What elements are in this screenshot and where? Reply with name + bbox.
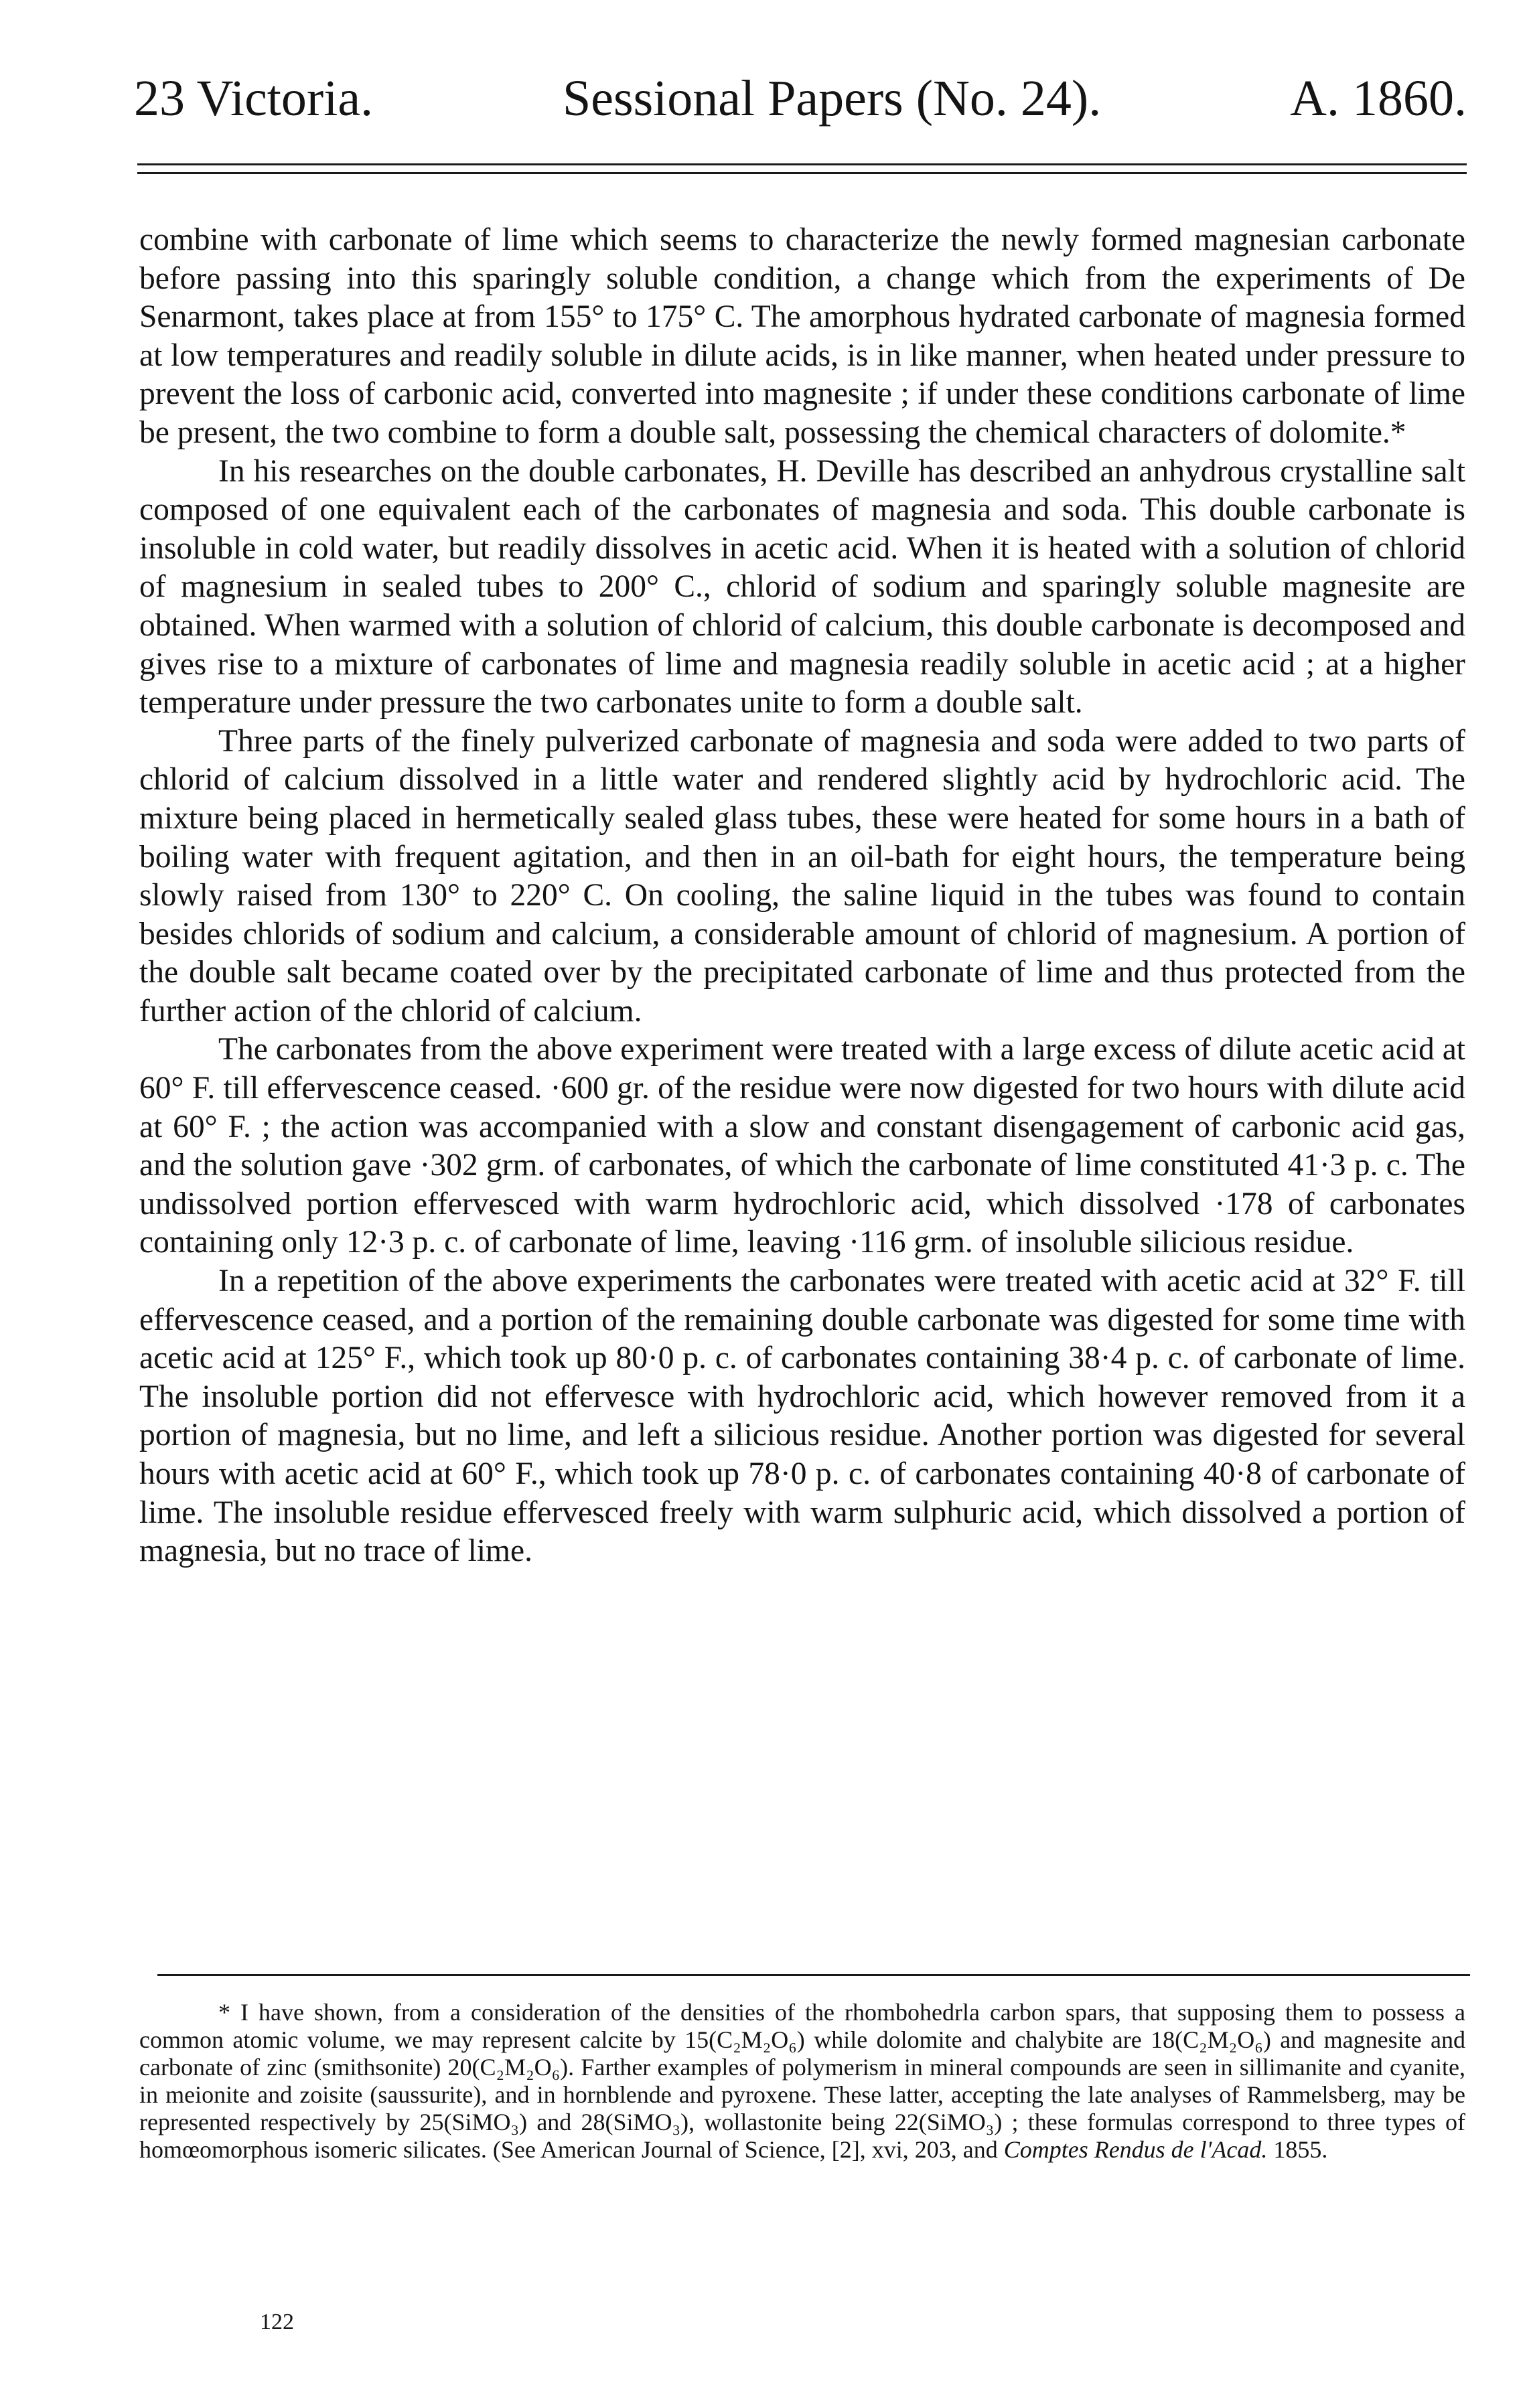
- footnote-text: * I have shown, from a consideration of the densities of the rhombohedrla carbon spars, that supposing them to possess a common atomic volume, we may represent calcite by 15(C₂M₂O₆) while dolomite and chalybite are 18(C₂M₂O₆) and magnesite and carbonate of zinc (smithsonite) 20(C₂M₂O₆). Farther examples of polymerism in mineral compounds are seen in sillimanite and cyanite, in meionite and zoisite (saussurite), and in hornblende and pyroxene. These latter, accepting the late analyses of Rammelsberg, may be represented respectively by 25(SiMO₃) and 28(SiMO₃), wollastonite being 22(SiMO₃) ; these formulas correspond to three types of homœomorphous isomeric silicates. (See American Journal of Science, [2], xvi, 203, and: [139, 1999, 1465, 2163]
- header-title: Sessional Papers (No. 24).: [563, 70, 1102, 127]
- header-volume: 23 Victoria.: [134, 70, 374, 127]
- footnote-journal: Comptes Rendus de l'Acad.: [1003, 2136, 1268, 2163]
- paragraph-3: Three parts of the finely pulverized carbonate of magnesia and soda were added to two parts of chlorid of calcium dissolved in a little water and rendered slightly acid by hydrochloric acid. The mixture being placed in hermetically sealed glass tubes, these were heated for some hours in a bath of boiling water with frequent agitation, and then in an oil-bath for eight hours, the temperature being slowly raised from 130° to 220° C. On cooling, the saline liquid in the tubes was found to contain besides chlorids of sodium and calcium, a considerable amount of chlorid of magnesium. A portion of the double salt became coated over by the precipitated carbonate of lime and thus protected from the further action of the chlorid of calcium.: [139, 723, 1465, 1029]
- paragraph-5: In a repetition of the above experiments the carbonates were treated with acetic acid at 32° F. till effervescence ceased, and a portion of the remaining double carbonate was digested for some time with acetic acid at 125° F., which took up 80·0 p. c. of carbonates containing 38·4 p. c. of carbonate of lime. The insoluble portion did not effervesce with hydrochloric acid, which however removed from it a portion of magnesia, but no lime, and left a silicious residue. Another portion was digested for several hours with acetic acid at 60° F., which took up 78·0 p. c. of carbonates containing 40·8 of carbonate of lime. The insoluble residue effervesced freely with warm sulphuric acid, which dissolved a portion of magnesia, but no trace of lime.: [139, 1264, 1465, 1569]
- header-year: A. 1860.: [1290, 70, 1467, 127]
- footnote-rule: [157, 1974, 1470, 1976]
- page-number: 122: [260, 2310, 294, 2334]
- footnote: [139, 1999, 1465, 2164]
- paragraph-1: combine with carbonate of lime which seems to characterize the newly formed magnesian carbonate before passing into this sparingly soluble condition, a change which from the experiments of De Senarmont, takes place at from 155° to 175° C. The amorphous hydrated carbonate of magnesia formed at low temperatures and readily soluble in dilute acids, is in like manner, when heated under pressure to prevent the loss of carbonic acid, converted into magnesite ; if under these conditions carbonate of lime be present, the two combine to form a double salt, possessing the chemical characters of dolomite.*: [139, 222, 1465, 450]
- footnote-year: 1855.: [1273, 2136, 1328, 2163]
- running-header: [134, 62, 1467, 135]
- paragraph-4: The carbonates from the above experiment were treated with a large excess of dilute acetic acid at 60° F. till effervescence ceased. ·600 gr. of the residue were now digested for two hours with dilute acid at 60° F. ; the action was accompanied with a slow and constant disengagement of carbonic acid gas, and the solution gave ·302 grm. of carbonates, of which the carbonate of lime constituted 41·3 p. c. The undissolved portion effervesced with warm hydrochloric acid, which dissolved ·178 of carbonates containing only 12·3 p. c. of carbonate of lime, leaving ·116 grm. of insoluble silicious residue.: [139, 1032, 1465, 1260]
- body-text: [139, 221, 1465, 1571]
- paragraph-2: In his researches on the double carbonates, H. Deville has described an anhydrous crystalline salt composed of one equivalent each of the carbonates of magnesia and soda. This double carbonate is insoluble in cold water, but readily dissolves in acetic acid. When it is heated with a solution of chlorid of magnesium in sealed tubes to 200° C., chlorid of sodium and sparingly soluble magnesite are obtained. When warmed with a solution of chlorid of calcium, this double carbonate is decomposed and gives rise to a mixture of carbonates of lime and magnesia readily soluble in acetic acid ; at a higher temperature under pressure the two carbonates unite to form a double salt.: [139, 453, 1465, 721]
- header-double-rule: [137, 163, 1467, 174]
